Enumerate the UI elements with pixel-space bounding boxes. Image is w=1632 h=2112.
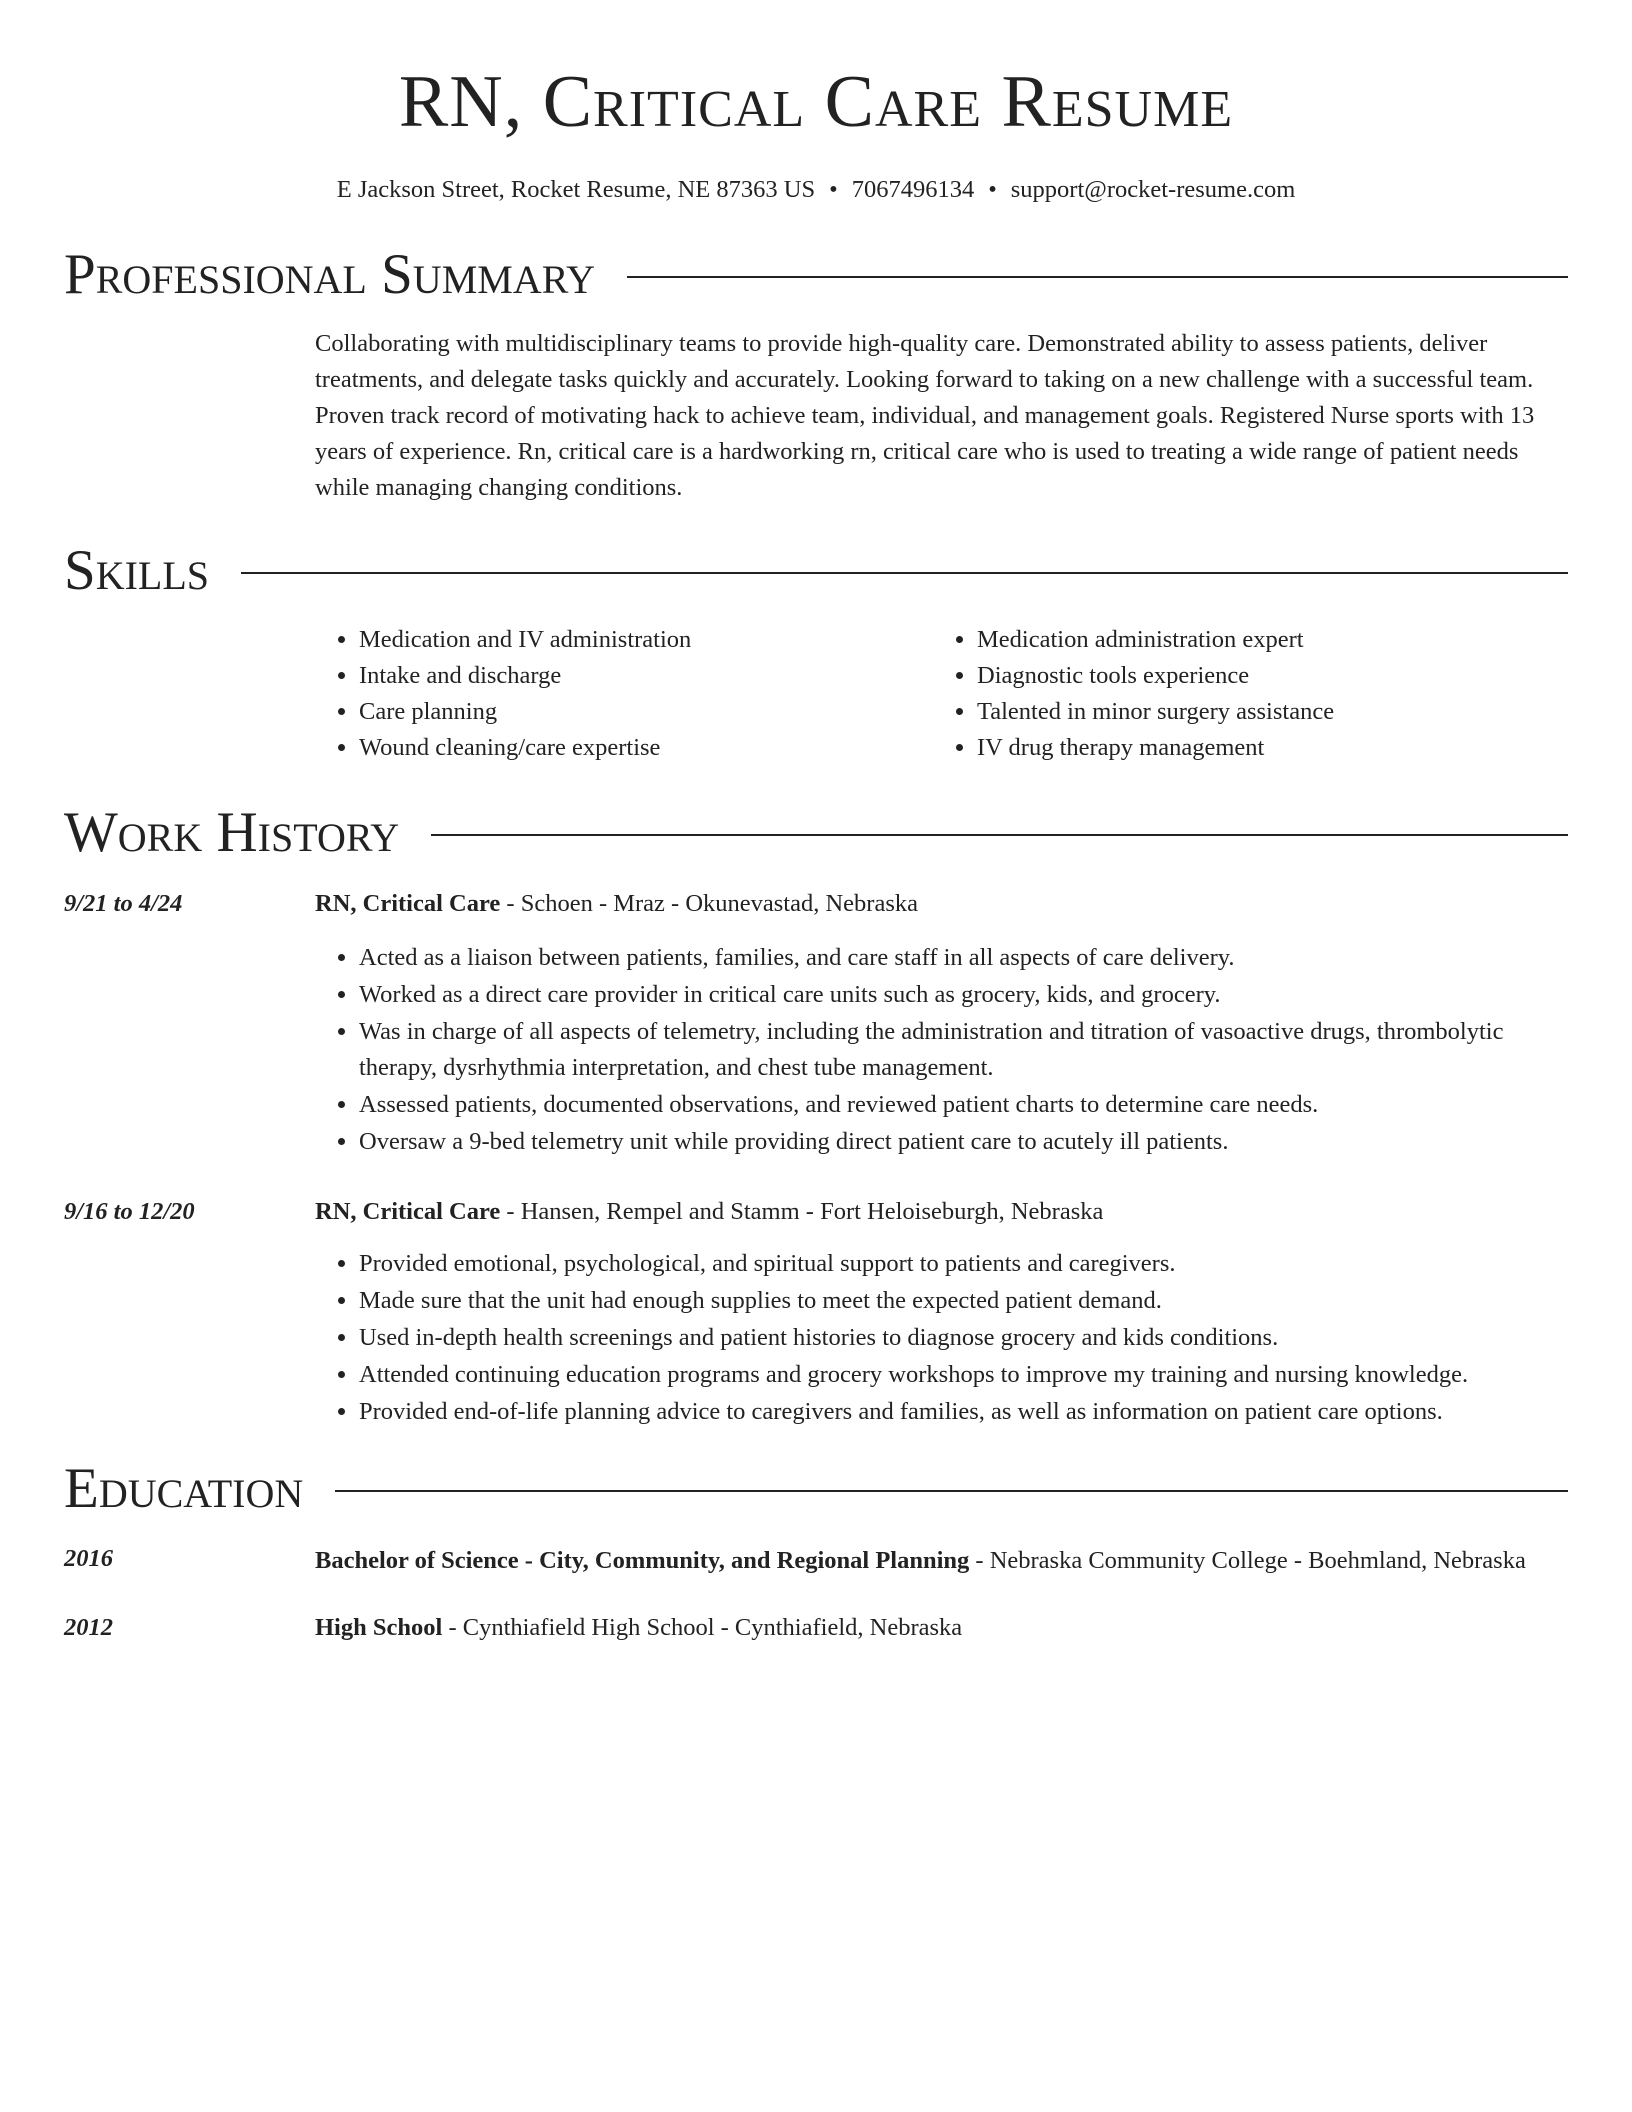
job-bullet: • Assessed patients, documented observations, and reviewed patient charts to determine care needs. xyxy=(359,1087,1568,1123)
job-heading xyxy=(315,886,1568,922)
contact-phone: 7067496134 xyxy=(851,176,975,203)
education-body xyxy=(315,1610,1568,1646)
job-bullet: • Acted as a liaison between patients, families, and care staff in all aspects of care delivery. xyxy=(359,940,1568,976)
job-bullet: • Made sure that the unit had enough supplies to meet the expected patient demand. xyxy=(359,1283,1568,1319)
job-bullet: • Worked as a direct care provider in critical care units such as grocery, kids, and grocery. xyxy=(359,977,1568,1013)
summary-header xyxy=(64,237,1568,313)
skills-column-left xyxy=(315,622,933,766)
job-dates: 9/16 to 12/20 xyxy=(64,1198,195,1225)
contact-separator: • xyxy=(829,176,838,203)
job-entry xyxy=(64,886,1568,1161)
education-heading: Education xyxy=(64,1457,304,1520)
job-details: - Hansen, Rempel and Stamm - Fort Heloiseburgh, Nebraska xyxy=(500,1198,1104,1225)
job-dates: 9/21 to 4/24 xyxy=(64,890,183,917)
education-heading-line xyxy=(315,1610,1568,1646)
skill-item: • IV drug therapy management xyxy=(977,730,1551,766)
skill-item: • Care planning xyxy=(359,694,933,730)
job-role: RN, Critical Care xyxy=(315,1198,501,1225)
contact-separator: • xyxy=(988,176,997,203)
section-divider xyxy=(241,572,1568,574)
education-header xyxy=(64,1451,1568,1527)
job-body xyxy=(315,886,1568,1161)
skills-section xyxy=(64,533,1568,766)
section-divider xyxy=(431,834,1568,836)
skill-item: • Talented in minor surgery assistance xyxy=(977,694,1551,730)
skill-item: • Medication and IV administration xyxy=(359,622,933,658)
job-details: - Schoen - Mraz - Okunevastad, Nebraska xyxy=(500,890,918,917)
skills-column-right xyxy=(933,622,1551,766)
skill-item: • Intake and discharge xyxy=(359,658,933,694)
education-details: - Nebraska Community College - Boehmland, Nebraska xyxy=(969,1547,1526,1574)
education-section xyxy=(64,1451,1568,1646)
summary-section xyxy=(64,237,1568,506)
skills-header xyxy=(64,533,1568,609)
job-bullet: • Provided end-of-life planning advice to caregivers and families, as well as information on patient care options. xyxy=(359,1394,1568,1430)
education-degree: Bachelor of Science - City, Community, and Regional Planning xyxy=(315,1547,970,1574)
summary-text: Collaborating with multidisciplinary teams to provide high-quality care. Demonstrated ability to assess patients, deliver treatments, and delegate tasks quickly and accurately. Looking forward to taking on a new challenge with a successful team. Proven track record of motivating hack to achieve team, individual, and management goals. Registered Nurse sports with 13 years of experience. Rn, critical care is a hardworking rn, critical care who is used to treating a wide range of patient needs while managing changing conditions. xyxy=(315,330,1535,501)
education-entry xyxy=(64,1541,1568,1580)
education-entry xyxy=(64,1610,1568,1646)
skills-heading: Skills xyxy=(64,539,210,602)
skill-item: • Medication administration expert xyxy=(977,622,1551,658)
summary-heading: Professional Summary xyxy=(64,243,596,306)
education-body xyxy=(315,1541,1568,1580)
page-title: RN, Critical Care Resume xyxy=(398,61,1234,143)
work-history-section xyxy=(64,795,1568,1431)
skill-item: • Diagnostic tools experience xyxy=(977,658,1551,694)
summary-content xyxy=(315,326,1568,506)
job-bullet: • Provided emotional, psychological, and spiritual support to patients and caregivers. xyxy=(359,1246,1568,1282)
job-body xyxy=(315,1194,1568,1431)
education-year: 2012 xyxy=(64,1614,113,1641)
education-heading-line xyxy=(315,1541,1568,1580)
skill-item: • Wound cleaning/care expertise xyxy=(359,730,933,766)
section-divider xyxy=(627,276,1568,278)
section-divider xyxy=(335,1490,1568,1492)
work-history-heading: Work History xyxy=(64,801,400,864)
job-bullets xyxy=(315,1246,1568,1430)
job-bullet: • Was in charge of all aspects of telemetry, including the administration and titration of vasoactive drugs, thrombolytic therapy, dysrhythmia interpretation, and chest tube management. xyxy=(359,1014,1568,1086)
job-bullet: • Oversaw a 9-bed telemetry unit while providing direct patient care to acutely ill patients. xyxy=(359,1124,1568,1160)
contact-address: E Jackson Street, Rocket Resume, NE 87363 US xyxy=(336,176,816,203)
education-degree: High School xyxy=(315,1614,443,1641)
skills-grid xyxy=(315,622,1568,766)
job-bullets xyxy=(315,940,1568,1160)
contact-email: support@rocket-resume.com xyxy=(1010,176,1296,203)
job-bullet: • Used in-depth health screenings and patient histories to diagnose grocery and kids conditions. xyxy=(359,1320,1568,1356)
job-heading xyxy=(315,1194,1568,1230)
job-bullet: • Attended continuing education programs and grocery workshops to improve my training and nursing knowledge. xyxy=(359,1357,1568,1393)
job-entry xyxy=(64,1194,1568,1431)
work-history-header xyxy=(64,795,1568,871)
education-details: - Cynthiafield High School - Cynthiafield, Nebraska xyxy=(442,1614,963,1641)
job-role: RN, Critical Care xyxy=(315,890,501,917)
contact-line xyxy=(64,174,1568,206)
education-year: 2016 xyxy=(64,1545,113,1572)
